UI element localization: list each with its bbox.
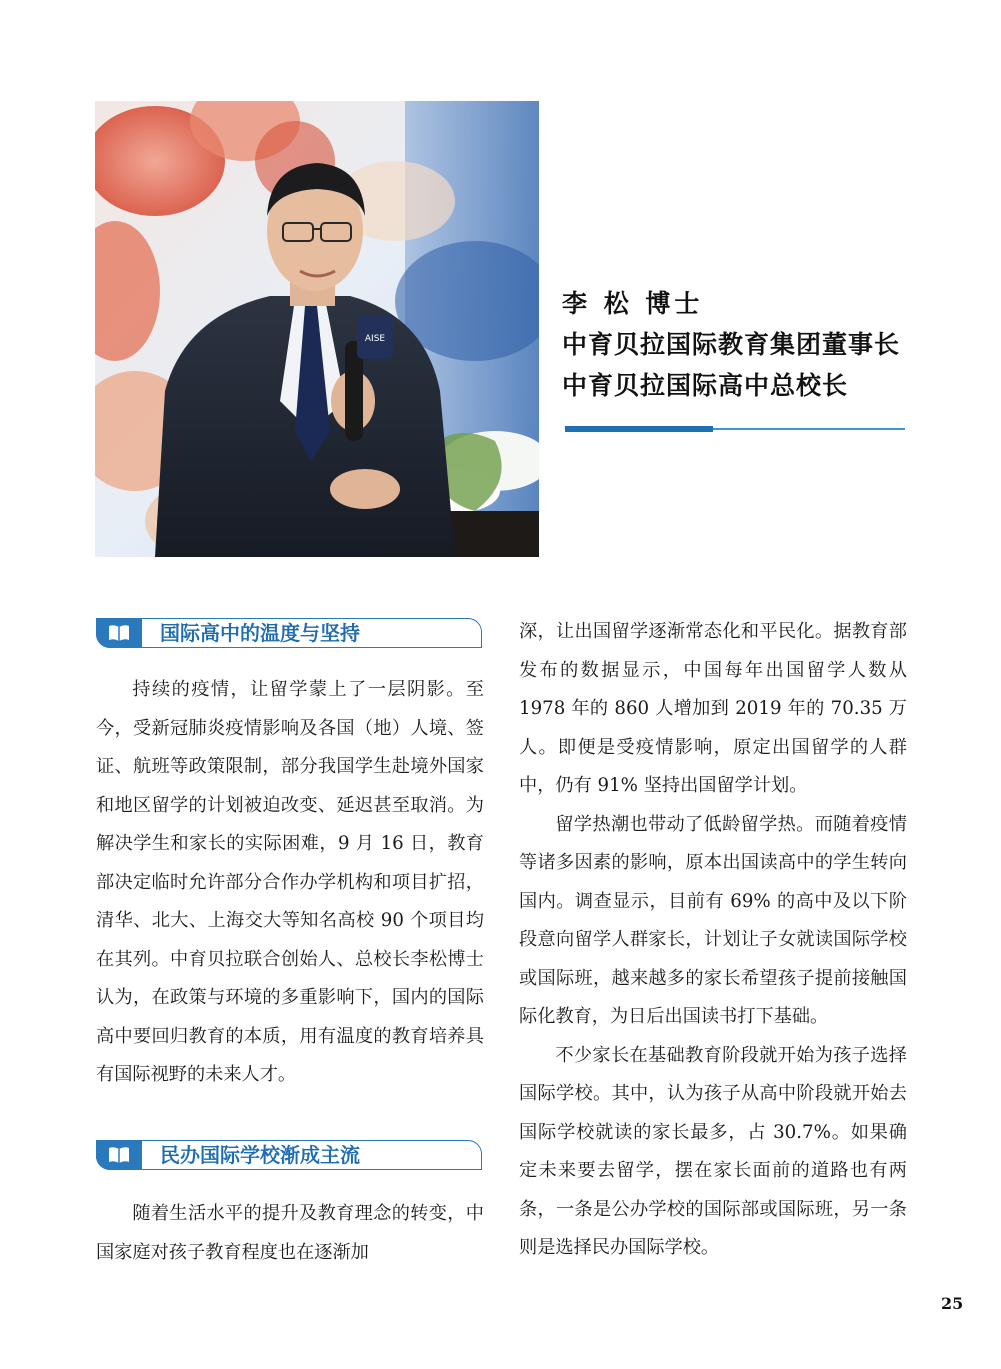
section-heading-1-title: 国际高中的温度与坚持 bbox=[160, 621, 360, 645]
portrait-photo-icon bbox=[95, 101, 539, 557]
left-column-section-1 bbox=[96, 671, 484, 1095]
accent-rule bbox=[565, 426, 905, 432]
book-icon bbox=[96, 618, 142, 648]
svg-text:AISE: AISE bbox=[364, 334, 386, 344]
paragraph: 深，让出国留学逐渐常态化和平民化。据教育部发布的数据显示，中国每年出国留学人数从 1978 年的 860 人增加到 2019 年的 70.35 万人。即便是受疫情影响，原定出国留学的人群中，仍有 91% 坚持出国留学计划。 bbox=[519, 621, 907, 796]
accent-rule-dark bbox=[565, 426, 713, 432]
right-column bbox=[519, 613, 907, 1268]
paragraph: 不少家长在基础教育阶段就开始为孩子选择国际学校。其中，认为孩子从高中阶段就开始去国际学校就读的家长最多，占 30.7%。如果确定未来要去留学，摆在家长面前的道路也有两条，一条是公办学校的国际部或国际班，另一条则是选择民办国际学校。 bbox=[519, 1044, 907, 1258]
paragraph: 留学热潮也带动了低龄留学热。而随着疫情等诸多因素的影响，原本出国读高中的学生转向国内。调查显示，目前有 69% 的高中及以下阶段意向留学人群家长，计划让子女就读国际学校或国际班，越来越多的家长希望孩子提前接触国际化教育，为日后出国读书打下基础。 bbox=[519, 813, 907, 1027]
left-column-section-2 bbox=[96, 1195, 484, 1272]
speaker-title-2: 中育贝拉国际高中总校长 bbox=[562, 371, 849, 400]
section-heading-1 bbox=[96, 618, 482, 650]
speaker-name: 李 松 博士 bbox=[562, 289, 704, 318]
paragraph: 随着生活水平的提升及教育理念的转变，中国家庭对孩子教育程度也在逐渐加 bbox=[96, 1203, 484, 1263]
page-number: 25 bbox=[941, 1294, 964, 1313]
paragraph: 持续的疫情，让留学蒙上了一层阴影。至今，受新冠肺炎疫情影响及各国（地）人境、签证、航班等政策限制，部分我国学生赴境外国家和地区留学的计划被迫改变、延迟甚至取消。为解决学生和家长的实际困难，9 月 16 日，教育部决定临时允许部分合作办学机构和项目扩招，清华、北大、上海交大等知名高校 90 个项目均在其列。中育贝拉联合创始人、总校长李松博士认为，在政策与环境的多重影响下，国内的国际高中要回归教育的本质，用有温度的教育培养具有国际视野的未来人才。 bbox=[96, 679, 484, 1085]
accent-rule-light bbox=[713, 428, 905, 430]
section-heading-2 bbox=[96, 1140, 482, 1172]
speaker-title-1: 中育贝拉国际教育集团董事长 bbox=[562, 330, 901, 359]
section-heading-2-title: 民办国际学校渐成主流 bbox=[160, 1143, 360, 1167]
speaker-info bbox=[562, 283, 942, 406]
book-icon bbox=[96, 1140, 142, 1170]
speaker-photo bbox=[95, 101, 539, 557]
